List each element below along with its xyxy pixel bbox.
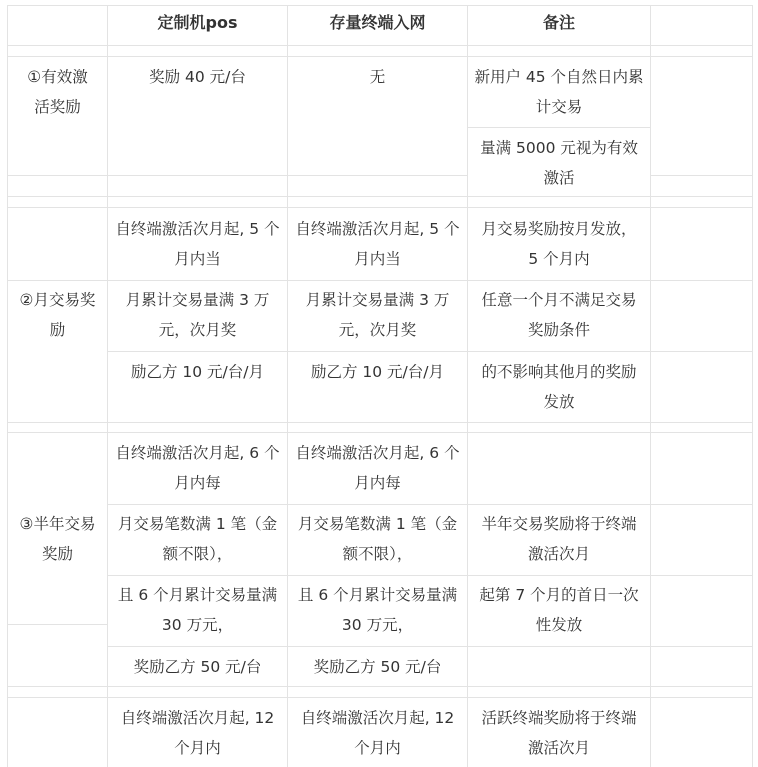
section2-label: ②月交易奖励: [19, 291, 96, 339]
section3-stock-row4: 奖励乙方 50 元/台: [313, 658, 442, 676]
section1-note1: 新用户 45 个自然日内累计交易: [474, 68, 644, 116]
section3-stock-row3: 且 6 个月累计交易量满 30 万元，: [297, 586, 458, 634]
section1-note2: 量满 5000 元视为有效激活: [480, 139, 638, 187]
section2-stock-row2: 月累计交易量满 3 万元，次月奖: [305, 291, 450, 339]
header-pos: 定制机pos: [157, 13, 238, 32]
section1-stock: 无: [369, 68, 386, 86]
section4-stock-row1: 自终端激活次月起, 12 个月内: [300, 709, 455, 757]
section3-pos-row2: 月交易笔数满 1 笔（金额不限），: [117, 515, 278, 563]
section2-note-row3: 的不影响其他月的奖励发放: [481, 363, 637, 411]
header-note: 备注: [542, 13, 575, 32]
section2-pos-row2: 月累计交易量满 3 万元，次月奖: [125, 291, 270, 339]
section2-pos-row1: 自终端激活次月起, 5 个月内当: [115, 220, 280, 268]
section1-pos: 奖励 40 元/台: [149, 68, 246, 86]
section4-note-row1: 活跃终端奖励将于终端激活次月: [481, 709, 637, 757]
section2-stock-row1: 自终端激活次月起, 5 个月内当: [295, 220, 460, 268]
section3-note-row2: 半年交易奖励将于终端激活次月: [481, 515, 637, 563]
section2-stock-row3: 励乙方 10 元/台/月: [310, 363, 445, 381]
header-stock: 存量终端入网: [329, 13, 426, 32]
section3-stock-row1: 自终端激活次月起, 6 个月内每: [295, 444, 460, 492]
section2-note-row2: 任意一个月不满足交易奖励条件: [481, 291, 637, 339]
section2-pos-row3: 励乙方 10 元/台/月: [130, 363, 265, 381]
section4-pos-row1: 自终端激活次月起, 12 个月内: [120, 709, 275, 757]
section3-stock-row2: 月交易笔数满 1 笔（金额不限），: [297, 515, 458, 563]
section3-pos-row1: 自终端激活次月起, 6 个月内每: [115, 444, 280, 492]
section1-label: ①有效激活奖励: [27, 68, 88, 116]
section3-label: ③半年交易奖励: [19, 515, 96, 563]
section3-note-row3: 起第 7 个月的首日一次性发放: [479, 586, 639, 634]
section2-note-row1: 月交易奖励按月发放，5 个月内: [481, 220, 637, 268]
section3-pos-row3: 且 6 个月累计交易量满 30 万元，: [117, 586, 278, 634]
header-col1: [8, 8, 107, 44]
section3-pos-row4: 奖励乙方 50 元/台: [133, 658, 262, 676]
